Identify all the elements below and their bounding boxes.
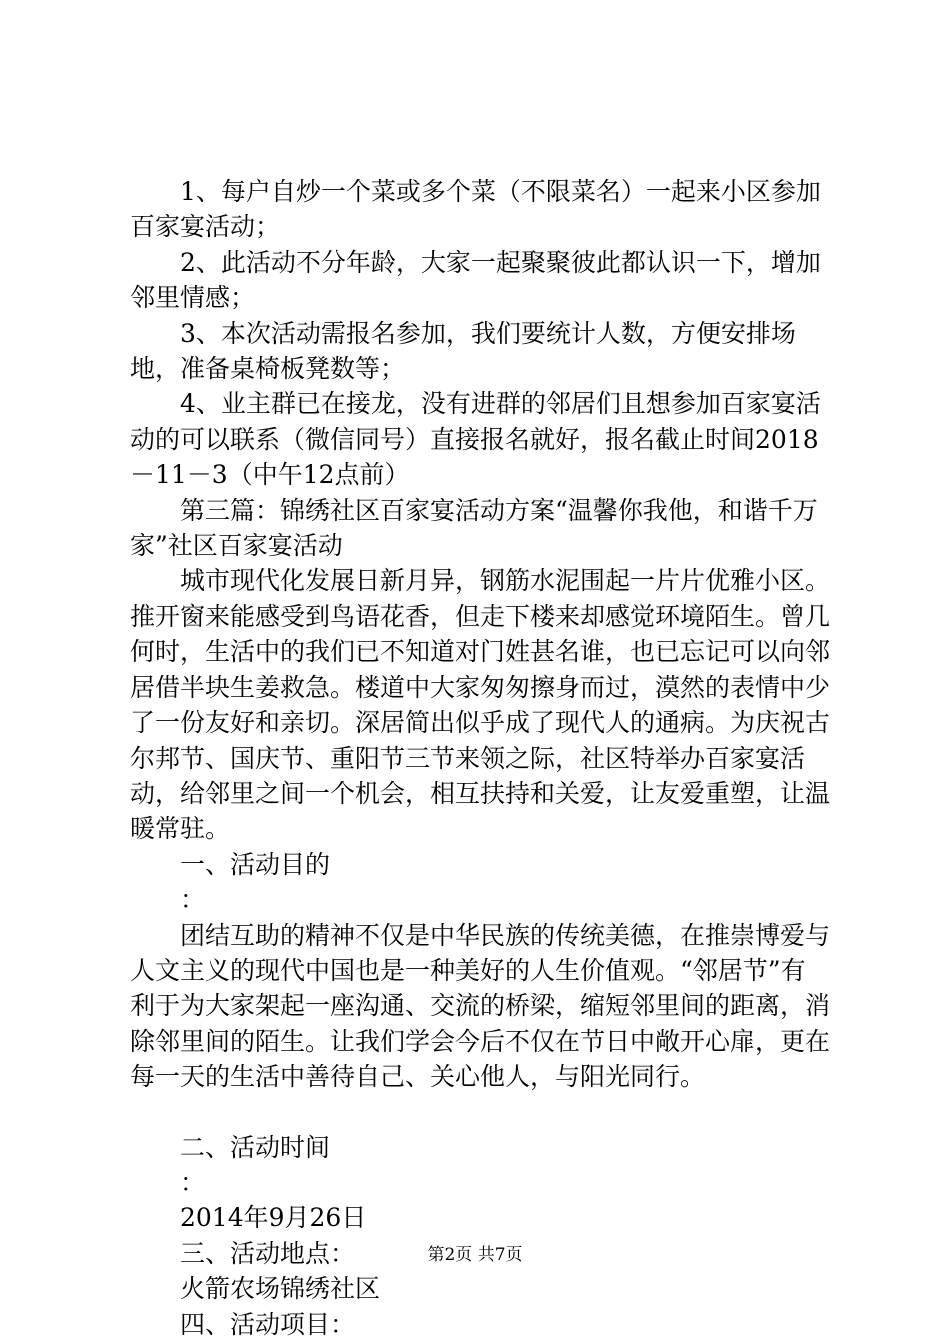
paragraph-item-2: 2、此活动不分年龄，大家一起聚聚彼此都认识一下，增加邻里情感； <box>130 247 821 313</box>
activity-date: 2014年9月26日 <box>180 1203 367 1233</box>
document-body <box>130 174 830 1342</box>
paragraph-item-4: 4、业主群已在接龙，没有进群的邻居们且想参加百家宴活动的可以联系（微信同号）直接报名就好，报名截止时间2018－11－3（中午12点前） <box>130 389 821 490</box>
paragraph-item-1: 1、每户自炒一个菜或多个菜（不限菜名）一起来小区参加百家宴活动； <box>130 177 821 242</box>
heading-time: 二、活动时间 <box>180 1132 331 1162</box>
heading-purpose-colon: ： <box>180 885 206 915</box>
section-title-part3: 第三篇：锦绣社区百家宴活动方案“温馨你我他，和谐千万家”社区百家宴活动 <box>130 495 818 561</box>
purpose-paragraph: 团结互助的精神不仅是中华民族的传统美德，在推崇博爱与人文主义的现代中国也是一种美好的人生价值观。“邻居节”有利于为大家架起一座沟通、交流的桥梁，缩短邻里间的距离，消除邻里间的陌生。让我们学会今后不仅在节日中敞开心扉，更在每一天的生活中善待自己、关心他人，与阳光同行。 <box>130 920 831 1092</box>
heading-items: 四、活动项目： <box>180 1309 356 1339</box>
paragraph-item-3: 3、本次活动需报名参加，我们要统计人数，方便安排场地，准备桌椅板凳数等； <box>130 318 796 384</box>
heading-location: 三、活动地点： <box>180 1238 356 1268</box>
heading-time-colon: ： <box>180 1167 206 1197</box>
intro-paragraph: 城市现代化发展日新月异，钢筋水泥围起一片片优雅小区。推开窗来能感受到鸟语花香，但走下楼来却感觉环境陌生。曾几何时，生活中的我们已不知道对门姓甚名谁，也已忘记可以向邻居借半块生姜救急。楼道中大家匆匆擦身而过，漠然的表情中少了一份友好和亲切。深居简出似乎成了现代人的通病。为庆祝古尔邦节、国庆节、重阳节三节来领之际，社区特举办百家宴活动，给邻里之间一个机会，相互扶持和关爱，让友爱重塑，让温暖常驻。 <box>130 566 831 844</box>
page-number-footer: 第2页 共7页 <box>427 1245 523 1265</box>
heading-purpose: 一、活动目的 <box>180 849 331 879</box>
activity-location: 火箭农场锦绣社区 <box>180 1274 381 1304</box>
blank-line <box>130 1095 830 1130</box>
